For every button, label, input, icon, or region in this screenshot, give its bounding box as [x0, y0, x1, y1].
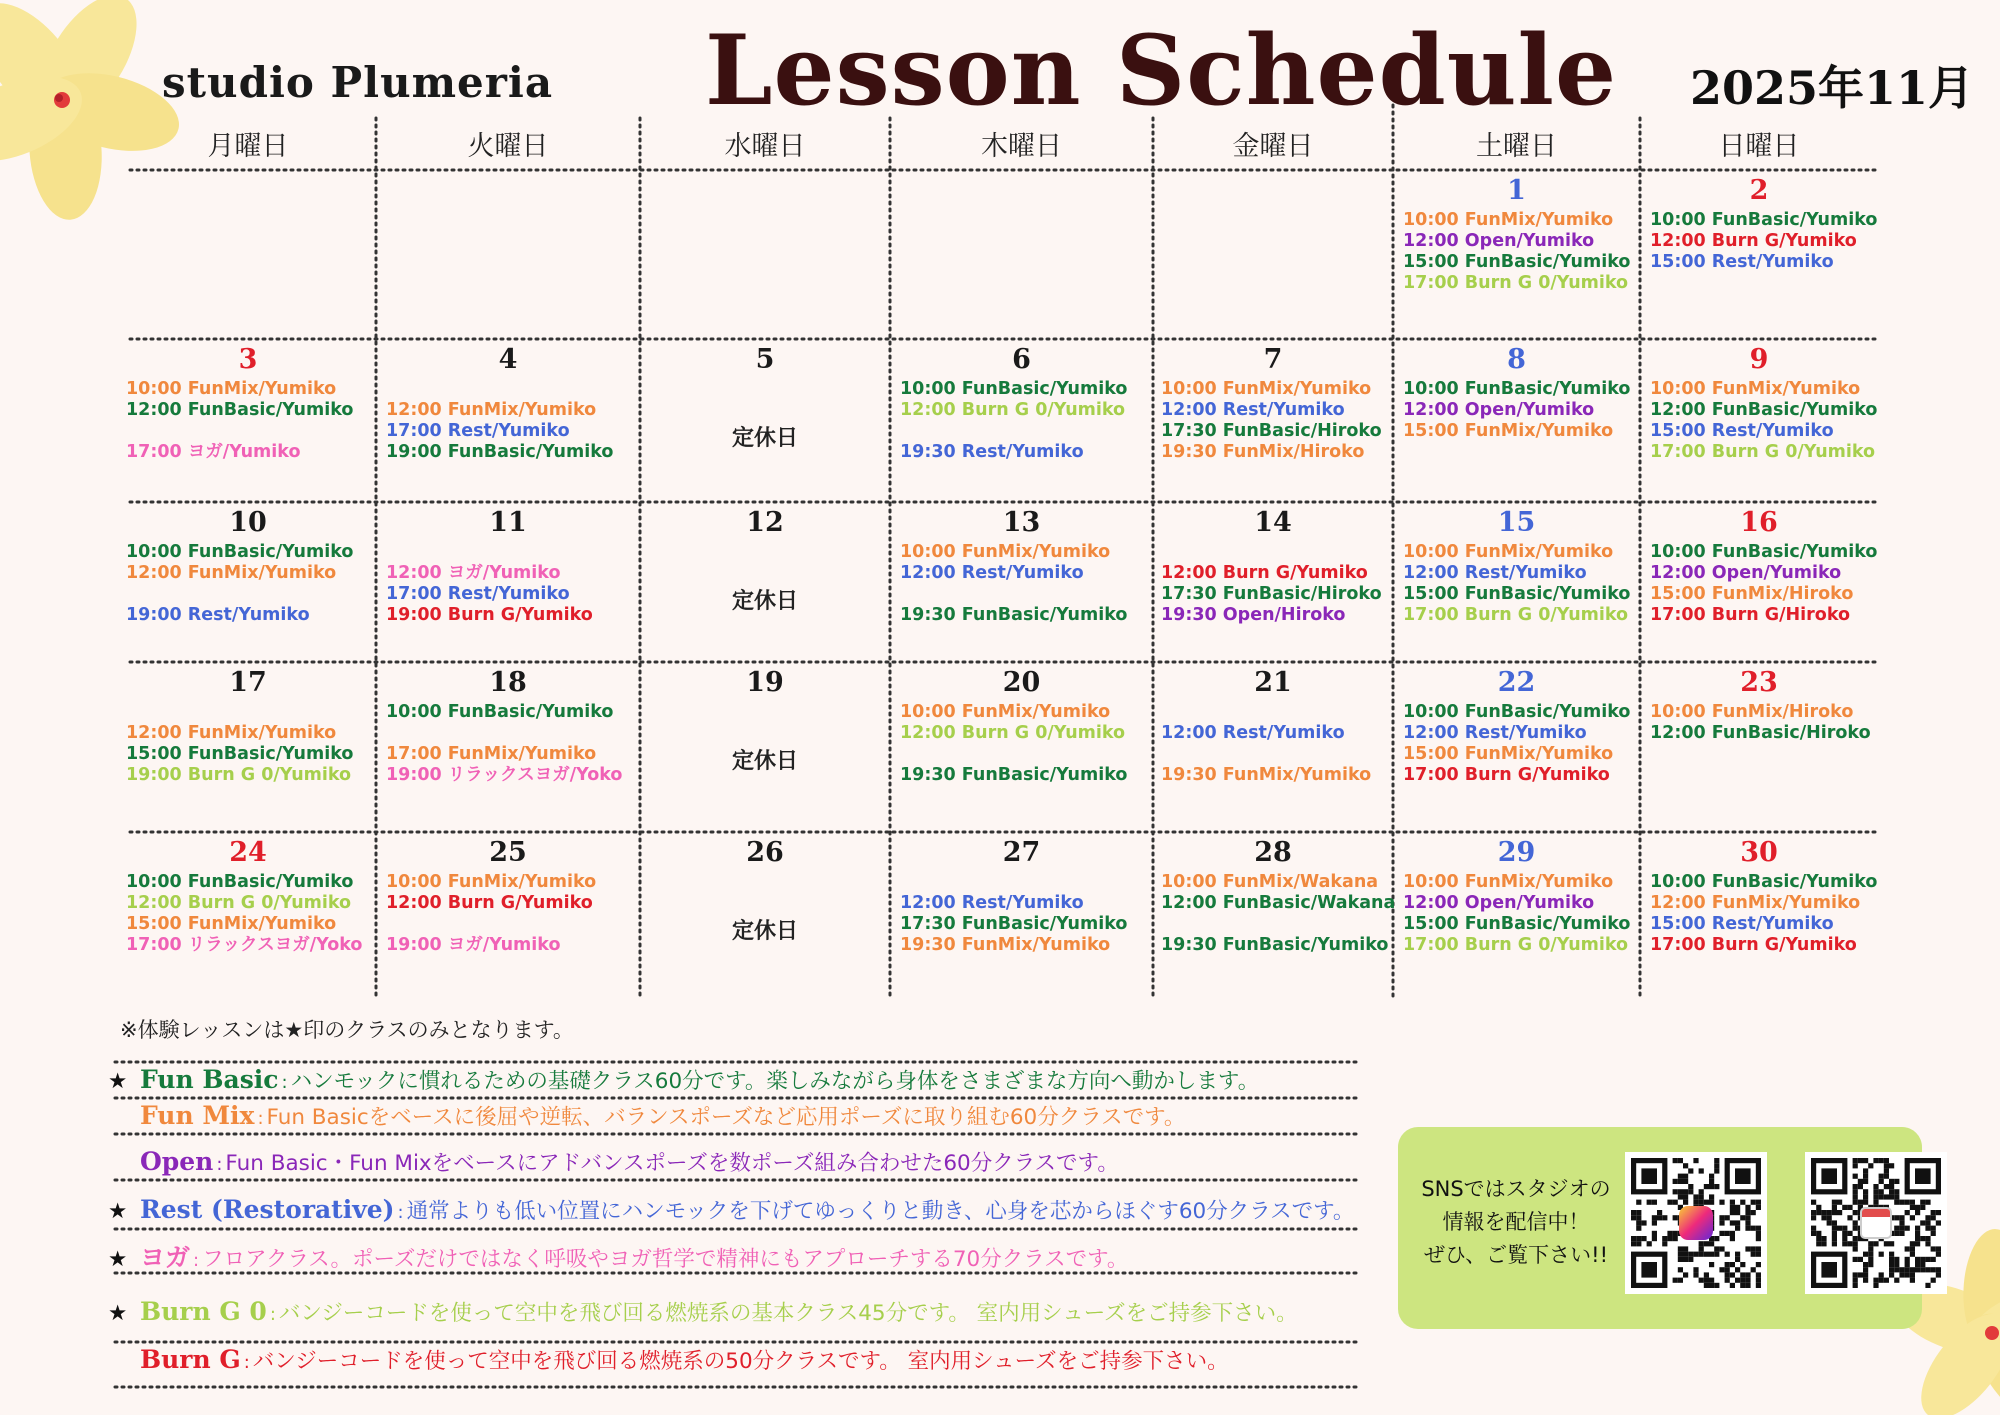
- legend-row: [108, 1238, 1128, 1274]
- lesson-entry[interactable]: 10:00 FunBasic/Yumiko: [900, 379, 1128, 399]
- lesson-entry[interactable]: 12:00 Rest/Yumiko: [1161, 400, 1345, 420]
- lesson-entry[interactable]: 15:00 FunBasic/Yumiko: [1403, 584, 1631, 604]
- date-number: 1: [1507, 175, 1526, 206]
- lesson-entry[interactable]: 10:00 FunMix/Yumiko: [1161, 379, 1372, 399]
- lesson-entry[interactable]: 10:00 FunMix/Yumiko: [1403, 872, 1614, 892]
- lesson-entry[interactable]: 12:00 ヨガ/Yumiko: [386, 563, 561, 583]
- instagram-icon: [1679, 1206, 1713, 1240]
- sns-message: [1405, 1173, 1627, 1272]
- date-number: 19: [746, 667, 784, 698]
- lesson-list: [120, 872, 376, 956]
- star-icon: ★: [108, 1301, 128, 1326]
- lesson-spacer: [1161, 702, 1393, 723]
- lesson-entry[interactable]: 15:00 Rest/Yumiko: [1650, 914, 1834, 934]
- date-number: 7: [1263, 344, 1283, 375]
- lesson-list: [120, 542, 376, 626]
- date-number: 25: [489, 837, 527, 868]
- lesson-entry[interactable]: 10:00 FunMix/Yumiko: [1403, 210, 1614, 230]
- lesson-entry[interactable]: 19:30 FunMix/Yumiko: [1161, 765, 1372, 785]
- legend-separator: :: [243, 1352, 250, 1373]
- date-number: 6: [1012, 344, 1031, 375]
- lesson-entry[interactable]: 19:30 FunMix/Yumiko: [900, 935, 1111, 955]
- lesson-entry[interactable]: 12:00 Rest/Yumiko: [1403, 723, 1587, 743]
- lesson-entry[interactable]: 19:00 FunBasic/Yumiko: [386, 442, 614, 462]
- lesson-entry[interactable]: 19:30 Rest/Yumiko: [900, 442, 1084, 462]
- lesson-entry[interactable]: 15:00 FunBasic/Yumiko: [1403, 252, 1631, 272]
- date-number: 14: [1254, 507, 1292, 538]
- lesson-list: [1393, 702, 1640, 786]
- lesson-list: [1393, 210, 1640, 294]
- legend-row: [108, 1064, 1259, 1095]
- lesson-entry[interactable]: 19:00 Burn G/Yumiko: [386, 605, 593, 625]
- lesson-entry[interactable]: 12:00 Open/Yumiko: [1403, 893, 1595, 913]
- lesson-spacer: [1161, 914, 1393, 935]
- day-cell: [120, 506, 376, 664]
- lesson-spacer: [900, 872, 1153, 893]
- lesson-spacer: [386, 914, 640, 935]
- date-number: 29: [1497, 837, 1536, 868]
- lesson-list: [376, 702, 640, 786]
- weekday-fri: 金曜日: [1232, 131, 1314, 162]
- lesson-entry[interactable]: 10:00 FunBasic/Yumiko: [126, 542, 354, 562]
- lesson-entry[interactable]: 12:00 Burn G/Yumiko: [1650, 231, 1857, 251]
- lesson-entry[interactable]: 10:00 FunBasic/Yumiko: [126, 872, 354, 892]
- day-cell: [1640, 343, 1878, 501]
- day-cell: [376, 836, 640, 994]
- lesson-entry[interactable]: 15:00 FunBasic/Yumiko: [126, 744, 354, 764]
- weekday-sat: 土曜日: [1476, 131, 1557, 162]
- lesson-entry[interactable]: 12:00 Burn G 0/Yumiko: [900, 400, 1126, 420]
- legend-class-name: ヨガ: [140, 1243, 191, 1272]
- legend-description: Fun Basicをベースに後屈や逆転、バランスポーズなど応用ポーズに取り組む60分クラスです。: [266, 1105, 1186, 1130]
- closed-day-label: 定休日: [731, 589, 798, 614]
- lesson-entry[interactable]: 19:30 Open/Hiroko: [1161, 605, 1346, 625]
- lesson-entry[interactable]: 17:00 Rest/Yumiko: [386, 421, 570, 441]
- day-cell: [376, 506, 640, 664]
- day-cell: [1393, 836, 1640, 994]
- lesson-entry[interactable]: 19:00 Rest/Yumiko: [126, 605, 310, 625]
- lesson-entry[interactable]: 12:00 FunBasic/Wakana: [1161, 893, 1396, 913]
- lesson-list: [890, 872, 1153, 956]
- date-number: 26: [746, 837, 784, 868]
- lesson-entry[interactable]: 19:00 ヨガ/Yumiko: [386, 935, 561, 955]
- lesson-spacer: [126, 702, 376, 723]
- lesson-entry[interactable]: 12:00 FunBasic/Yumiko: [1650, 400, 1878, 420]
- legend-separator: :: [257, 1108, 264, 1129]
- legend-description: 通常よりも低い位置にハンモックを下げてゆっくりと動き、心身を芯からほぐす60分クラスです。: [406, 1199, 1355, 1224]
- lesson-entry[interactable]: 10:00 FunBasic/Yumiko: [1650, 210, 1878, 230]
- date-number: 17: [229, 667, 267, 698]
- star-icon: ★: [108, 1199, 128, 1224]
- lesson-entry[interactable]: 12:00 Rest/Yumiko: [1403, 563, 1587, 583]
- lesson-entry[interactable]: 12:00 Open/Yumiko: [1650, 563, 1842, 583]
- date-number: 5: [755, 344, 775, 375]
- lesson-entry[interactable]: 12:00 Open/Yumiko: [1403, 231, 1595, 251]
- lesson-list: [1640, 872, 1878, 956]
- date-number: 18: [489, 667, 527, 698]
- calendar-icon: [1860, 1207, 1892, 1239]
- legend-description: フロアクラス。ポーズだけではなく呼吸やヨガ哲学で精神にもアプローチする70分クラスです。: [202, 1247, 1129, 1272]
- weekday-mon: 月曜日: [207, 131, 289, 162]
- lesson-list: [1153, 702, 1393, 786]
- lesson-entry[interactable]: 17:00 Burn G/Yumiko: [1650, 935, 1857, 955]
- day-cell: [1153, 506, 1393, 664]
- legend-class-name: Fun Basic: [140, 1065, 279, 1094]
- date-number: 28: [1254, 837, 1292, 868]
- lesson-entry[interactable]: 10:00 FunBasic/Yumiko: [1403, 702, 1631, 722]
- lesson-entry[interactable]: 12:00 Burn G/Yumiko: [1161, 563, 1368, 583]
- closed-day-label: 定休日: [731, 749, 798, 774]
- day-cell: [120, 836, 376, 994]
- lesson-entry[interactable]: 12:00 Rest/Yumiko: [900, 563, 1084, 583]
- date-number: 22: [1497, 667, 1536, 698]
- day-cell: [1393, 506, 1640, 664]
- lesson-list: [120, 702, 376, 786]
- lesson-entry[interactable]: 10:00 FunMix/Yumiko: [386, 872, 597, 892]
- trial-notice: ※体験レッスンは★印のクラスのみとなります。: [120, 1018, 574, 1042]
- lesson-list: [120, 379, 376, 463]
- lesson-spacer: [900, 744, 1153, 765]
- day-cell: [890, 506, 1153, 664]
- lesson-entry[interactable]: 12:00 Burn G 0/Yumiko: [126, 893, 352, 913]
- lesson-entry[interactable]: 10:00 FunBasic/Yumiko: [1650, 542, 1878, 562]
- lesson-entry[interactable]: 15:00 FunMix/Hiroko: [1650, 584, 1854, 604]
- date-number: 15: [1497, 507, 1536, 538]
- date-number: 20: [1002, 667, 1041, 698]
- lesson-list: [890, 542, 1153, 626]
- lesson-entry[interactable]: 19:30 FunBasic/Yumiko: [900, 605, 1128, 625]
- lesson-entry[interactable]: 10:00 FunBasic/Yumiko: [386, 702, 614, 722]
- lesson-entry[interactable]: 10:00 FunMix/Yumiko: [126, 379, 337, 399]
- legend-class-name: Rest (Restorative): [140, 1195, 395, 1224]
- date-number: 8: [1507, 344, 1526, 375]
- lesson-entry[interactable]: 17:00 Burn G/Yumiko: [1403, 765, 1610, 785]
- day-cell: [640, 343, 890, 501]
- legend-row: [140, 1100, 1185, 1131]
- lesson-list: [890, 379, 1153, 463]
- date-number: 23: [1740, 667, 1778, 698]
- day-cell: [120, 343, 376, 501]
- legend-separator: :: [193, 1250, 200, 1271]
- lesson-entry[interactable]: 17:00 Rest/Yumiko: [386, 584, 570, 604]
- legend-row: [140, 1146, 1119, 1177]
- lesson-entry[interactable]: 12:00 FunMix/Yumiko: [1650, 893, 1861, 913]
- star-icon: ★: [108, 1247, 128, 1272]
- lesson-entry[interactable]: 15:00 FunMix/Yumiko: [126, 914, 337, 934]
- date-number: 11: [489, 507, 527, 538]
- day-cell: [1393, 343, 1640, 501]
- lesson-entry[interactable]: 10:00 FunMix/Wakana: [1161, 872, 1379, 892]
- legend-description: バンジーコードを使って空中を飛び回る燃焼系の50分クラスです。 室内用シューズをご持参下さい。: [252, 1349, 1229, 1374]
- day-cell: [890, 836, 1153, 994]
- lesson-entry[interactable]: 10:00 FunMix/Yumiko: [1650, 379, 1861, 399]
- lesson-list: [376, 379, 640, 463]
- lesson-list: [1640, 379, 1878, 463]
- lesson-entry[interactable]: 17:30 FunBasic/Yumiko: [900, 914, 1128, 934]
- legend-description: Fun Basic・Fun Mixをベースにアドバンスポーズを数ポーズ組み合わせた60分クラスです。: [225, 1151, 1119, 1176]
- closed-day-label: 定休日: [731, 426, 798, 451]
- day-cell: [1640, 506, 1878, 664]
- day-cell: [1393, 666, 1640, 824]
- lesson-list: [376, 542, 640, 626]
- lesson-list: [1153, 379, 1393, 463]
- lesson-entry[interactable]: 17:30 FunBasic/Hiroko: [1161, 421, 1382, 441]
- lesson-list: [1393, 872, 1640, 956]
- lesson-spacer: [126, 421, 376, 442]
- lesson-entry[interactable]: 17:00 Burn G 0/Yumiko: [1403, 935, 1629, 955]
- day-cell: [890, 666, 1153, 824]
- legend-description: バンジーコードを使って空中を飛び回る燃焼系の基本クラス45分です。 室内用シューズをご持参下さい。: [278, 1301, 1298, 1326]
- lesson-entry[interactable]: 19:30 FunBasic/Yumiko: [900, 765, 1128, 785]
- lesson-list: [890, 702, 1153, 786]
- day-cell: [640, 836, 890, 994]
- legend-class-name: Burn G: [140, 1345, 241, 1374]
- legend-separator: :: [281, 1072, 288, 1093]
- day-cell: [1393, 174, 1640, 332]
- lesson-entry[interactable]: 17:00 Burn G 0/Yumiko: [1650, 442, 1876, 462]
- lesson-entry[interactable]: 10:00 FunMix/Yumiko: [900, 702, 1111, 722]
- legend-class-name: Burn G 0: [140, 1297, 267, 1326]
- date-number: 27: [1002, 837, 1041, 868]
- day-cell: [1153, 343, 1393, 501]
- lesson-entry[interactable]: 19:30 FunBasic/Yumiko: [1161, 935, 1389, 955]
- lesson-entry[interactable]: 10:00 FunBasic/Yumiko: [1650, 872, 1878, 892]
- day-cell: [1153, 836, 1396, 994]
- legend-row: [108, 1296, 1298, 1327]
- lesson-entry[interactable]: 12:00 Open/Yumiko: [1403, 400, 1595, 420]
- lesson-spacer: [386, 542, 640, 563]
- month-label: 2025年11月: [1690, 61, 1975, 115]
- lesson-list: [1640, 542, 1878, 626]
- weekday-sun: 日曜日: [1718, 131, 1800, 162]
- closed-day-label: 定休日: [731, 919, 798, 944]
- legend-separator: :: [397, 1202, 404, 1223]
- lesson-list: [376, 872, 640, 956]
- lesson-list: [1393, 542, 1640, 626]
- date-number: 10: [229, 507, 267, 538]
- day-cell: [640, 506, 890, 664]
- calendar-qr-code[interactable]: [1805, 1152, 1947, 1294]
- lesson-spacer: [126, 584, 376, 605]
- day-cell: [120, 666, 376, 824]
- lesson-entry[interactable]: 10:00 FunMix/Hiroko: [1650, 702, 1854, 722]
- legend-class-name: Fun Mix: [140, 1101, 255, 1130]
- studio-name: studio Plumeria: [162, 58, 554, 107]
- lesson-entry[interactable]: 15:00 Rest/Yumiko: [1650, 421, 1834, 441]
- lesson-entry[interactable]: 15:00 FunMix/Yumiko: [1403, 421, 1614, 441]
- lesson-entry[interactable]: 19:30 FunMix/Hiroko: [1161, 442, 1365, 462]
- lesson-entry[interactable]: 12:00 Burn G 0/Yumiko: [900, 723, 1126, 743]
- date-number: 13: [1002, 507, 1041, 538]
- legend-separator: :: [269, 1304, 276, 1325]
- day-cell: [640, 666, 890, 824]
- legend-class-name: Open: [140, 1147, 214, 1176]
- date-number: 3: [238, 344, 258, 375]
- date-number: 2: [1749, 175, 1769, 206]
- day-cell: [376, 666, 640, 824]
- lesson-list: [1393, 379, 1640, 442]
- lesson-list: [1153, 872, 1396, 956]
- sns-line-1: SNSではスタジオの: [1421, 1177, 1611, 1201]
- day-cell: [890, 343, 1153, 501]
- lesson-list: [1640, 702, 1878, 744]
- day-cell: [1153, 666, 1393, 824]
- lesson-entry[interactable]: 10:00 FunMix/Yumiko: [900, 542, 1111, 562]
- date-number: 24: [229, 837, 267, 868]
- weekday-thu: 木曜日: [981, 131, 1062, 162]
- lesson-spacer: [900, 421, 1153, 442]
- lesson-entry[interactable]: 10:00 FunMix/Yumiko: [1403, 542, 1614, 562]
- lesson-entry[interactable]: 17:30 FunBasic/Hiroko: [1161, 584, 1382, 604]
- weekday-tue: 火曜日: [467, 131, 549, 162]
- day-cell: [1640, 836, 1878, 994]
- lesson-list: [1153, 542, 1393, 626]
- lesson-entry[interactable]: 12:00 Rest/Yumiko: [900, 893, 1084, 913]
- day-cell: [1640, 174, 1878, 332]
- lesson-spacer: [386, 723, 640, 744]
- lesson-entry[interactable]: 12:00 Rest/Yumiko: [1161, 723, 1345, 743]
- date-number: 16: [1740, 507, 1778, 538]
- sns-line-2: 情報を配信中！: [1442, 1210, 1590, 1234]
- date-number: 9: [1749, 344, 1769, 375]
- lesson-entry[interactable]: 17:00 Burn G/Hiroko: [1650, 605, 1851, 625]
- lesson-spacer: [900, 584, 1153, 605]
- sns-line-3: ぜひ、ご覧下さい!!: [1424, 1243, 1608, 1267]
- day-cell: [376, 343, 640, 501]
- lesson-entry[interactable]: 12:00 FunBasic/Yumiko: [126, 400, 354, 420]
- lesson-entry[interactable]: 19:00 Burn G 0/Yumiko: [126, 765, 352, 785]
- date-number: 21: [1254, 667, 1292, 698]
- plumeria-flower-top-left: [0, 0, 180, 230]
- lesson-entry[interactable]: 12:00 FunMix/Yumiko: [126, 563, 337, 583]
- lesson-entry[interactable]: 10:00 FunBasic/Yumiko: [1403, 379, 1631, 399]
- lesson-spacer: [1161, 542, 1393, 563]
- date-number: 30: [1740, 837, 1778, 868]
- lesson-entry[interactable]: 15:00 FunMix/Yumiko: [1403, 744, 1614, 764]
- lesson-entry[interactable]: 12:00 FunMix/Yumiko: [126, 723, 337, 743]
- lesson-spacer: [386, 379, 640, 400]
- lesson-entry[interactable]: 17:00 リラックスヨガ/Yoko: [126, 935, 363, 955]
- lesson-entry[interactable]: 17:00 Burn G 0/Yumiko: [1403, 605, 1629, 625]
- lesson-entry[interactable]: 17:00 Burn G 0/Yumiko: [1403, 273, 1629, 293]
- day-cell: [1640, 666, 1878, 824]
- date-number: 4: [498, 344, 518, 375]
- lesson-list: [1640, 210, 1878, 273]
- legend-description: ハンモックに慣れるための基礎クラス60分です。楽しみながら身体をさまざまな方向へ動かします。: [290, 1069, 1260, 1094]
- lesson-entry[interactable]: 19:00 リラックスヨガ/Yoko: [386, 765, 623, 785]
- lesson-entry[interactable]: 12:00 Burn G/Yumiko: [386, 893, 593, 913]
- lesson-entry[interactable]: 12:00 FunMix/Yumiko: [386, 400, 597, 420]
- weekday-wed: 水曜日: [724, 131, 806, 162]
- lesson-entry[interactable]: 12:00 FunBasic/Hiroko: [1650, 723, 1871, 743]
- legend-row: [140, 1344, 1229, 1375]
- lesson-entry[interactable]: 15:00 FunBasic/Yumiko: [1403, 914, 1631, 934]
- lesson-entry[interactable]: 15:00 Rest/Yumiko: [1650, 252, 1834, 272]
- page-title: Lesson Schedule: [705, 14, 1618, 127]
- lesson-entry[interactable]: 17:00 FunMix/Yumiko: [386, 744, 597, 764]
- lesson-entry[interactable]: 17:00 ヨガ/Yumiko: [126, 442, 301, 462]
- star-icon: ★: [108, 1069, 128, 1094]
- instagram-qr-code[interactable]: [1625, 1152, 1767, 1294]
- legend-row: [108, 1194, 1354, 1225]
- lesson-spacer: [1161, 744, 1393, 765]
- date-number: 12: [746, 507, 784, 538]
- legend-separator: :: [216, 1154, 223, 1175]
